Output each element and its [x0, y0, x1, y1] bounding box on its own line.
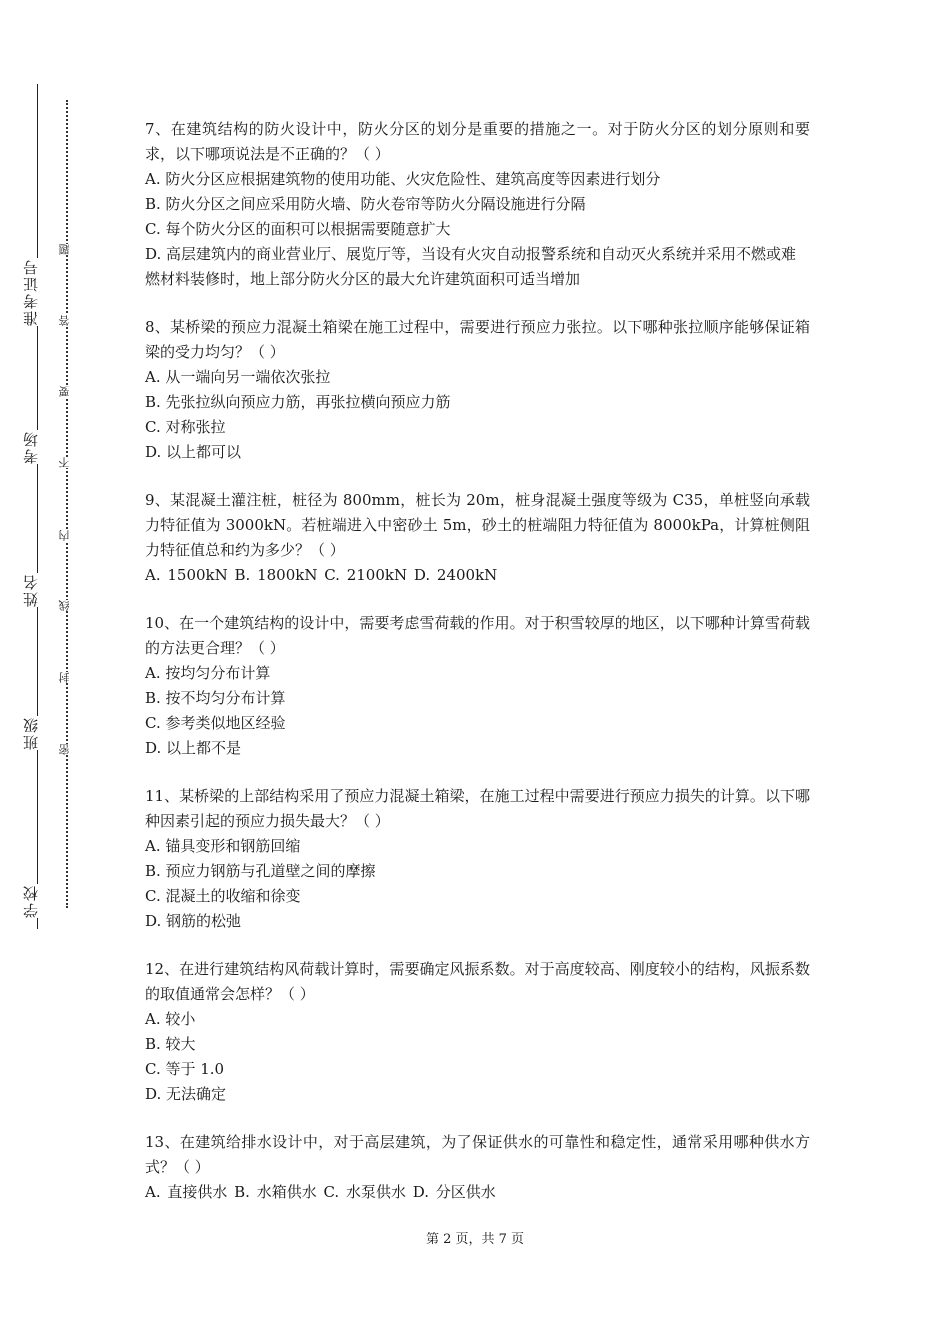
binding-label-name: 姓名	[22, 573, 40, 607]
question-stem: 8、某桥梁的预应力混凝土箱梁在施工过程中，需要进行预应力张拉。以下哪种张拉顺序能够保证箱梁的受力均匀？（ ）	[145, 318, 810, 361]
question-stem: 9、某混凝土灌注桩，桩径为 800mm，桩长为 20m，桩身混凝土强度等级为 C35，单桩竖向承载力特征值为 3000kN。若桩端进入中密砂土 5m，砂土的桩端阻力特征值为 8000kPa，计算桩侧阻力特征值总和约为多少？（ ）	[145, 491, 810, 559]
question-stem: 11、某桥梁的上部结构采用了预应力混凝土箱梁，在施工过程中需要进行预应力损失的计算。以下哪种因素引起的预应力损失最大？（ ）	[145, 787, 810, 830]
option-b: B. 按不均匀分布计算	[145, 689, 286, 707]
question-9	[145, 488, 810, 588]
option-b: B. 较大	[145, 1035, 196, 1053]
option-d: D. 以上都可以	[145, 443, 242, 461]
question-7	[145, 117, 810, 292]
option-d: D. 无法确定	[145, 1085, 227, 1103]
question-10	[145, 611, 810, 761]
question-12	[145, 957, 810, 1107]
option-c: C. 参考类似地区经验	[145, 714, 286, 732]
question-list	[145, 117, 810, 1228]
option-c: C. 对称张拉	[145, 418, 226, 436]
seal-char: 题	[59, 244, 75, 255]
seal-line	[66, 100, 68, 908]
option-a: A. 防火分区应根据建筑物的使用功能、火灾危险性、建筑高度等因素进行划分	[145, 170, 661, 188]
option-a: A. 按均匀分布计算	[145, 664, 271, 682]
seal-char: 内	[59, 530, 75, 541]
seal-char: 线	[59, 600, 75, 611]
page-footer: 第 2 页，共 7 页	[425, 1232, 525, 1247]
seal-char: 不	[59, 457, 75, 468]
binding-line	[37, 84, 38, 929]
binding-label-class: 班级	[22, 716, 40, 750]
option-a: A. 较小	[145, 1010, 196, 1028]
question-8	[145, 315, 810, 465]
seal-char: 要	[59, 386, 75, 397]
question-stem: 7、在建筑结构的防火设计中，防火分区的划分是重要的措施之一。对于防火分区的划分原则和要求，以下哪项说法是不正确的？（ ）	[145, 120, 810, 163]
option-d: D. 高层建筑内的商业营业厅、展览厅等，当设有火灾自动报警系统和自动灭火系统并采用不燃或难燃材料装修时，地上部分防火分区的最大允许建筑面积可适当增加	[145, 245, 797, 288]
option-c: C. 混凝土的收缩和徐变	[145, 887, 301, 905]
option-b: B. 防火分区之间应采用防火墙、防火卷帘等防火分隔设施进行分隔	[145, 195, 586, 213]
question-stem: 13、在建筑给排水设计中，对于高层建筑，为了保证供水的可靠性和稳定性，通常采用哪种供水方式？（ ）	[145, 1133, 810, 1176]
option-b: B. 预应力钢筋与孔道壁之间的摩擦	[145, 862, 376, 880]
question-11	[145, 784, 810, 934]
seal-char: 密	[59, 744, 75, 755]
inline-options: A. 直接供水 B. 水箱供水 C. 水泵供水 D. 分区供水	[145, 1183, 496, 1201]
option-b: B. 先张拉纵向预应力筋，再张拉横向预应力筋	[145, 393, 451, 411]
inline-options: A. 1500kN B. 1800kN C. 2100kN D. 2400kN	[145, 566, 498, 584]
option-d: D. 以上都不是	[145, 739, 242, 757]
binding-label-school: 学校	[22, 884, 40, 918]
seal-char: 答	[59, 315, 75, 326]
seal-char: 封	[59, 672, 75, 683]
option-a: A. 从一端向另一端依次张拉	[145, 368, 331, 386]
binding-label-exam-number: 准考证号	[22, 258, 40, 326]
option-c: C. 等于 1.0	[145, 1060, 225, 1078]
option-c: C. 每个防火分区的面积可以根据需要随意扩大	[145, 220, 451, 238]
binding-label-exam-room: 考场	[22, 430, 40, 464]
option-d: D. 钢筋的松弛	[145, 912, 242, 930]
question-stem: 12、在进行建筑结构风荷载计算时，需要确定风振系数。对于高度较高、刚度较小的结构，风振系数的取值通常会怎样？（ ）	[145, 960, 810, 1003]
option-a: A. 锚具变形和钢筋回缩	[145, 837, 301, 855]
question-13	[145, 1130, 810, 1205]
question-stem: 10、在一个建筑结构的设计中，需要考虑雪荷载的作用。对于积雪较厚的地区，以下哪种计算雪荷载的方法更合理？（ ）	[145, 614, 810, 657]
